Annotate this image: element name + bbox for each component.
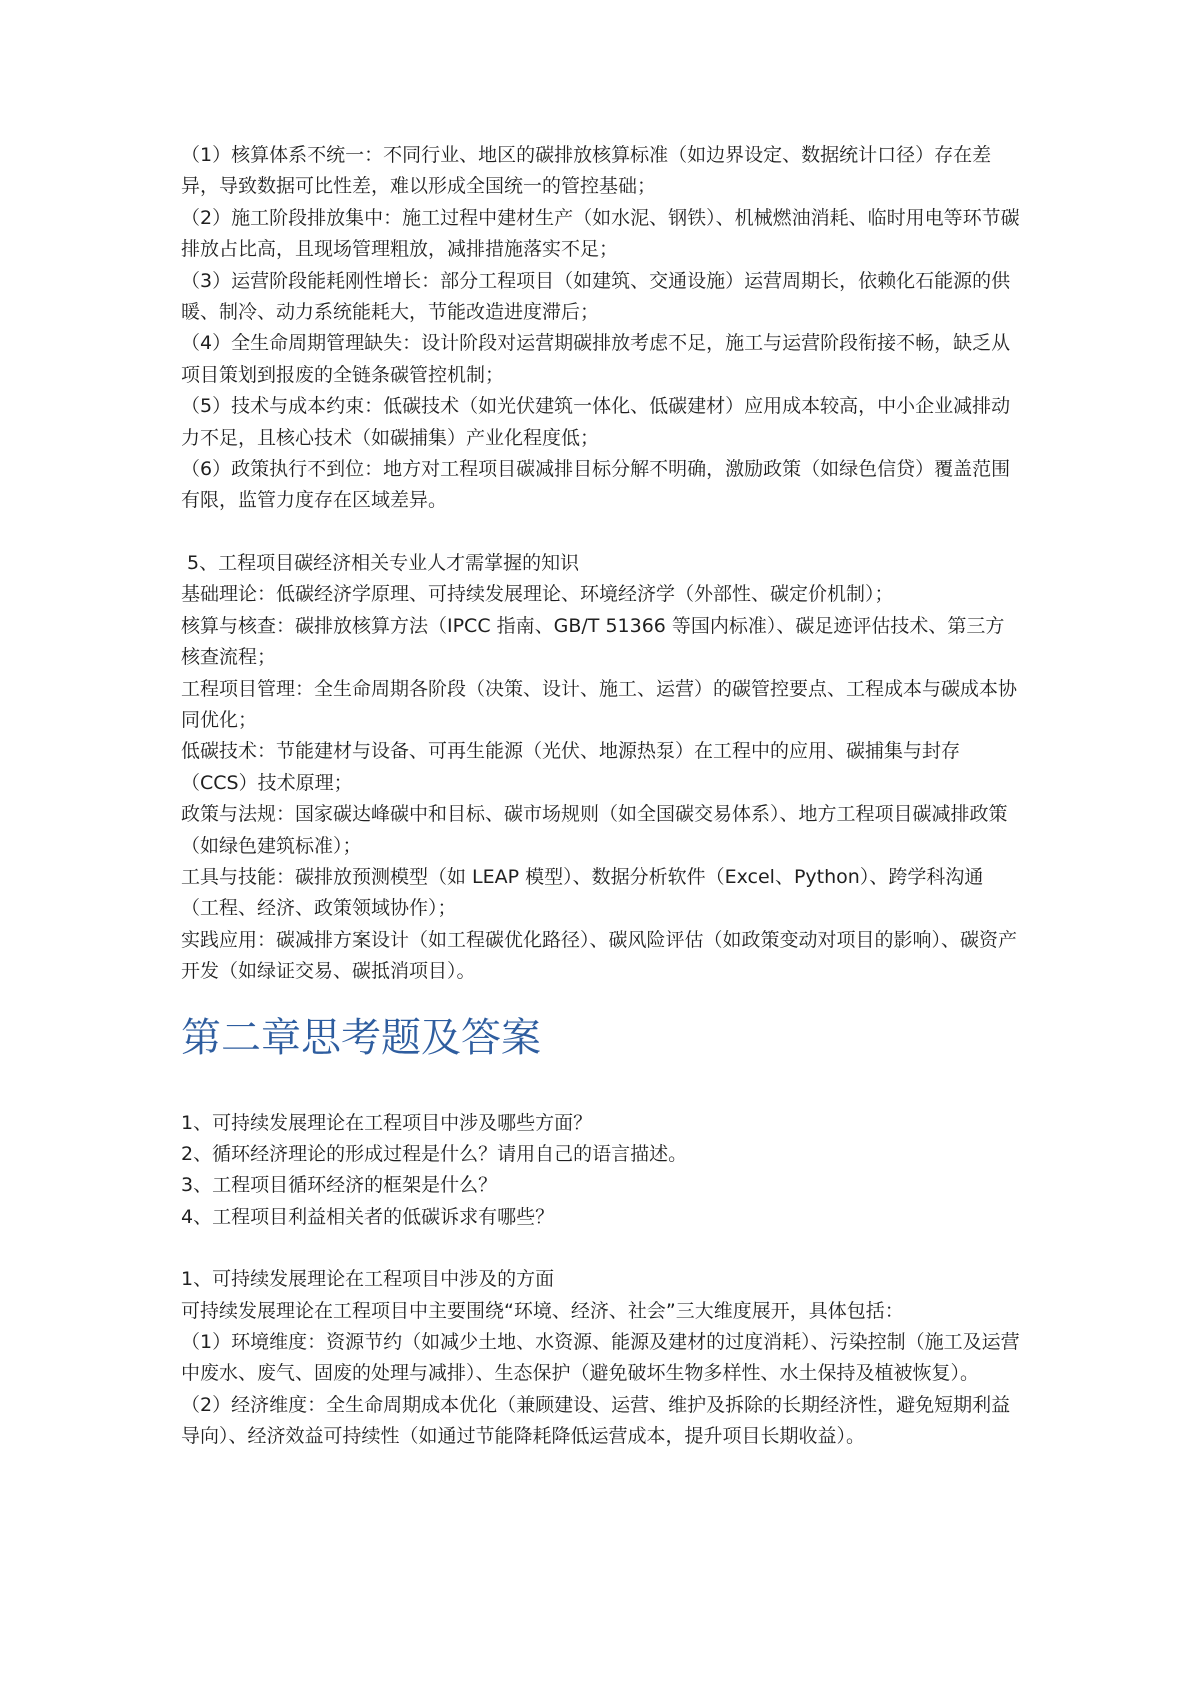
knowledge-section <box>181 548 1021 988</box>
answer-1-section <box>181 1264 1021 1452</box>
issue-5: （5）技术与成本约束：低碳技术（如光伏建筑一体化、低碳建材）应用成本较高，中小企业减排动力不足，且核心技术（如碳捕集）产业化程度低； <box>181 395 1011 449</box>
answer-1-title: 1、可持续发展理论在工程项目中涉及的方面 <box>181 1268 555 1291</box>
chapter-heading: 第二章思考题及答案 <box>181 1014 541 1061</box>
document-page <box>181 140 1021 1453</box>
issues-section <box>181 140 1021 517</box>
issue-2: （2）施工阶段排放集中：施工过程中建材生产（如水泥、钢铁）、机械燃油消耗、临时用电等环节碳排放占比高，且现场管理粗放，减排措施落实不足； <box>181 206 1020 261</box>
issue-3: （3）运营阶段能耗刚性增长：部分工程项目（如建筑、交通设施）运营周期长，依赖化石能源的供暖、制冷、动力系统能耗大，节能改造进度滞后； <box>181 269 1011 324</box>
question-4: 4、工程项目利益相关者的低碳诉求有哪些？ <box>181 1205 555 1228</box>
spacer <box>181 517 1021 548</box>
questions-list <box>181 1108 1021 1234</box>
issue-6: （6）政策执行不到位：地方对工程项目碳减排目标分解不明确，激励政策（如绿色信贷）覆盖范围有限，监管力度存在区域差异。 <box>181 458 1011 512</box>
knowledge-item-7: 实践应用：碳减排方案设计（如工程碳优化路径）、碳风险评估（如政策变动对项目的影响）、碳资产开发（如绿证交易、碳抵消项目）。 <box>181 928 1018 983</box>
issue-1: （1）核算体系不统一：不同行业、地区的碳排放核算标准（如边界设定、数据统计口径）存在差异，导致数据可比性差，难以形成全国统一的管控基础； <box>181 144 992 198</box>
knowledge-item-6: 工具与技能：碳排放预测模型（如 LEAP 模型）、数据分析软件（Excel、Python）、跨学科沟通（工程、经济、政策领域协作）； <box>181 865 984 920</box>
spacer <box>181 1233 1021 1264</box>
knowledge-item-2: 核算与核查：碳排放核算方法（IPCC 指南、GB/T 51366 等国内标准）、碳足迹评估技术、第三方核查流程； <box>181 614 1005 669</box>
knowledge-item-4: 低碳技术：节能建材与设备、可再生能源（光伏、地源热泵）在工程中的应用、碳捕集与封存（CCS）技术原理； <box>181 740 961 794</box>
answer-1-item-1: （1）环境维度：资源节约（如减少土地、水资源、能源及建材的过度消耗）、污染控制（施工及运营中废水、废气、固废的处理与减排）、生态保护（避免破坏生物多样性、水土保持及植被恢复）。 <box>181 1331 1020 1385</box>
answer-1-intro: 可持续发展理论在工程项目中主要围绕“环境、经济、社会”三大维度展开，具体包括： <box>181 1299 904 1322</box>
question-3: 3、工程项目循环经济的框架是什么？ <box>181 1174 498 1197</box>
knowledge-title: 5、工程项目碳经济相关专业人才需掌握的知识 <box>181 551 580 574</box>
answer-1-item-2: （2）经济维度：全生命周期成本优化（兼顾建设、运营、维护及拆除的长期经济性，避免短期利益导向）、经济效益可持续性（如通过节能降耗降低运营成本，提升项目长期收益）。 <box>181 1393 1011 1448</box>
knowledge-item-3: 工程项目管理：全生命周期各阶段（决策、设计、施工、运营）的碳管控要点、工程成本与碳成本协同优化； <box>181 677 1018 731</box>
knowledge-item-5: 政策与法规：国家碳达峰碳中和目标、碳市场规则（如全国碳交易体系）、地方工程项目碳减排政策（如绿色建筑标准）； <box>181 803 1008 857</box>
knowledge-item-1: 基础理论：低碳经济学原理、可持续发展理论、环境经济学（外部性、碳定价机制）； <box>181 583 894 606</box>
question-2: 2、循环经济理论的形成过程是什么？请用自己的语言描述。 <box>181 1142 688 1165</box>
issue-4: （4）全生命周期管理缺失：设计阶段对运营期碳排放考虑不足，施工与运营阶段衔接不畅，缺乏从项目策划到报废的全链条碳管控机制； <box>181 332 1011 386</box>
question-1: 1、可持续发展理论在工程项目中涉及哪些方面？ <box>181 1111 593 1134</box>
